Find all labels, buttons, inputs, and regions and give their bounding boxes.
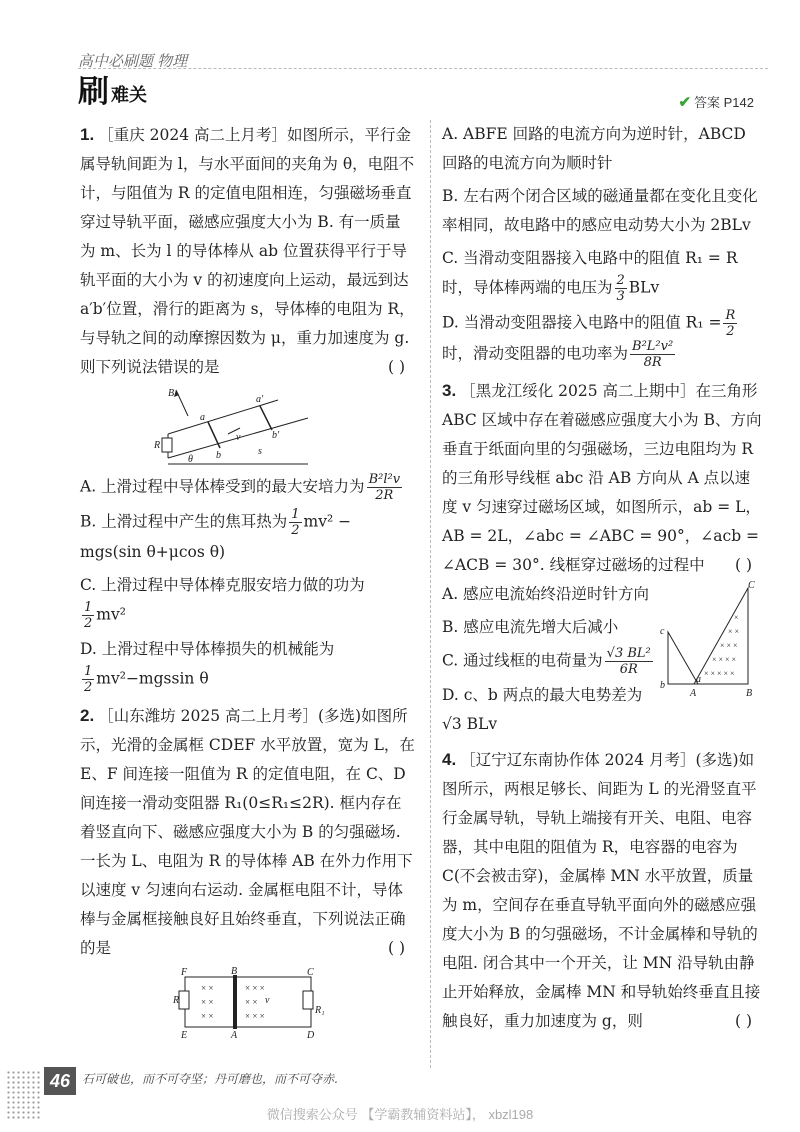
label-s: s [257, 446, 262, 457]
label-a: a [199, 412, 205, 423]
label-R: R [172, 995, 179, 1006]
question-text: ［重庆 2024 高二上月考］如图所示，平行金属导轨间距为 l，与水平面间的夹角为 θ，电阻不计，与阻值为 R 的定值电阻相连，匀强磁场垂直穿过导轨平面，磁感应强度大小为 B. 有一质量为 m、长为 l 的导体棒从 ab 位置获得平行于导轨平面的大小为 v 的初速度向上运动，最远到达 a′b′位置，滑行的距离为 s，导体棒的电阻为 R，与导轨之间的动摩擦因数为 μ，重力加速度为 g. 则下列说法错误的是 [80, 126, 415, 376]
svg-text:× ×: × × [244, 997, 257, 1007]
left-column [80, 120, 415, 1043]
svg-text:× ×: × × [200, 983, 213, 993]
column-divider [430, 120, 431, 1068]
answer-blank: ( ) [734, 1012, 752, 1030]
label-theta: θ [187, 454, 193, 465]
svg-text:×: × [734, 613, 739, 622]
question-number: 1. [80, 125, 95, 144]
label-v: v [235, 432, 240, 443]
label-v: v [264, 995, 269, 1006]
svg-text:× ×: × × [200, 1011, 213, 1021]
page-motto: 石可破也，而不可夺坚；丹可磨也，而不可夺赤. [82, 1072, 338, 1086]
q3-option-a: A. 感应电流始终沿逆时针方向 [442, 585, 650, 603]
svg-text:× × ×: × × × [244, 983, 265, 993]
brand-big: 刷 [78, 74, 109, 109]
q2-option-c: C. 当滑动变阻器接入电路中的阻值 R₁ = R 时，导体棒两端的电压为 $\frac{2}{3}$ BLv [442, 249, 738, 304]
label-B: B [230, 966, 237, 977]
label-b: b [660, 680, 665, 691]
q1-option-c: C. 上滑过程中导体棒克服安培力做的功为 $\frac{1}{2}$ mv² [80, 576, 365, 631]
brand-small: 难关 [111, 85, 147, 106]
label-E: E [180, 1030, 187, 1041]
watermark-text: 微信搜索公众号 【学霸教辅资料站】， xbzl198 [266, 1107, 534, 1122]
question-text: ［山东潍坊 2025 高二上月考］(多选)如图所示，光滑的金属框 CDEF 水平放置，宽为 L，在 E、F 间连接一阻值为 R 的定值电阻，在 C、D 间连接一滑动变阻器 R₁(0≤R₁≤2R). 框内存在着竖直向下、磁感应强度大小为 B 的匀强磁场. 一长为 L、电阻为 R 的导体棒 AB 在外力作用下以速度 v 匀速向右运动. 金属框电阻不计，导体棒与金属框接触良好且始终垂直，下列说法正确的是 [80, 707, 415, 957]
svg-text:× × ×: × × × [244, 1011, 265, 1021]
triangle-figure [660, 580, 756, 698]
q2-option-d: D. 当滑动变阻器接入电路中的阻值 R₁ = $\frac{R}{2}$ 时，滑动变阻器的电功率为 $\frac{\text{B²L²v²}}{8R}$ [442, 308, 736, 370]
label-C: C [306, 967, 314, 978]
q3-options [442, 580, 762, 739]
q3-option-d: D. c、b 两点的最大电势差为 √3 BLv [442, 686, 643, 733]
fraction: $\frac{\text{B²L²v²}}{8R}$ [632, 339, 674, 370]
q1-option-b: B. 上滑过程中产生的焦耳热为 $\frac{1}{2}$ mv² − mgs(sin θ+μcos θ) [80, 507, 352, 561]
svg-text:× ×: × × [200, 997, 213, 1007]
question-number: 3. [442, 381, 457, 400]
question-2 [80, 701, 415, 963]
label-A: A [690, 688, 697, 699]
right-column [442, 120, 762, 1036]
question-number: 4. [442, 750, 457, 769]
question-1 [80, 120, 415, 382]
label-F: F [180, 967, 187, 978]
label-B: B [746, 688, 753, 699]
svg-text:× × × × ×: × × × × × [704, 669, 735, 678]
check-icon: ✔ [678, 93, 692, 111]
fraction: $\frac{1}{2}$ [291, 507, 300, 538]
fraction: $\frac{\text{B²l²v}}{2R}$ [368, 472, 401, 503]
label-c: c [660, 626, 665, 637]
fraction: $\frac{1}{2}$ [84, 600, 93, 631]
q2-option-b: B. 左右两个闭合区域的磁通量都在变化且变化率相同，故电路中的感应电动势大小为 2BLv [442, 187, 758, 234]
q2-option-a: A. ABFE 回路的电流方向为逆时针，ABCD 回路的电流方向为顺时针 [442, 125, 746, 172]
label-B: B [167, 388, 174, 399]
fraction: $\frac{R}{2}$ [725, 308, 736, 339]
q3-option-c: C. 通过线框的电荷量为 $\frac{\text{√3 BL²}}{6R}$ [442, 646, 651, 677]
svg-text:× × × ×: × × × × [712, 655, 737, 664]
incline-rail-figure [148, 386, 348, 468]
section-brand [78, 76, 147, 107]
q1-option-d: D. 上滑过程中导体棒损失的机械能为 $\frac{1}{2}$ mv²−mgssin θ [80, 640, 335, 695]
page-number: 46 [44, 1067, 76, 1095]
answer-blank: ( ) [734, 556, 752, 574]
label-a-prime: a′ [255, 394, 263, 405]
answer-page: 答案 P142 [694, 95, 754, 110]
label-a: a [696, 674, 701, 685]
label-D: D [306, 1030, 314, 1041]
label-R: R [153, 440, 160, 451]
label-C: C [748, 580, 755, 591]
svg-text:× ×: × × [728, 627, 740, 636]
label-b: b [215, 450, 221, 461]
label-b-prime: b′ [271, 430, 279, 441]
question-text: ［黑龙江绥化 2025 高二上期中］在三角形 ABC 区域中存在着磁感应强度大小为 B、方向垂直于纸面向里的匀强磁场，三边电阻均为 R 的三角形导线框 abc 沿 AB 方向从 A 点以速度 v 匀速穿过磁场区域，如图所示，ab = L，AB = 2L，∠abc = ∠ABC = 90°，∠acb = ∠ACB = 30°. 线框穿过磁场的过程中 [442, 382, 762, 574]
q1-option-a: A. 上滑过程中导体棒受到的最大安培力为 $\frac{\text{B²l²v}}{2R}$ [80, 472, 401, 503]
question-4 [442, 745, 762, 1036]
q3-option-b: B. 感应电流先增大后减小 [442, 618, 619, 636]
answer-reference [678, 92, 754, 111]
svg-text:× × ×: × × × [720, 641, 738, 650]
question-text: ［辽宁辽东南协作体 2024 月考］(多选)如图所示，两根足够长、间距为 L 的光滑竖直平行金属导轨，导轨上端接有开关、电阻、电容器，其中电阻的阻值为 R，电容器的电容为 C(不会被击穿)，金属棒 MN 水平放置，质量为 m，空间存在垂直导轨平面向外的磁感应强度大小为 B 的匀强磁场，不计金属棒和导轨的电阻. 闭合其中一个开关，让 MN 沿导轨由静止开始释放，金属棒 MN 和导轨始终垂直且接触良好，重力加速度为 g，则 [442, 751, 761, 1030]
header-title: 高中必刷题 物理 [78, 53, 188, 70]
label-A: A [230, 1030, 237, 1041]
metal-frame-figure [173, 967, 323, 1039]
label-R1: R₁ [314, 1005, 325, 1016]
fraction: $\frac{1}{2}$ [84, 664, 93, 695]
answer-blank: ( ) [387, 939, 405, 957]
fraction: $\frac{2}{3}$ [616, 273, 625, 304]
question-3 [442, 376, 762, 580]
header-rule [78, 68, 768, 69]
answer-blank: ( ) [387, 358, 405, 376]
fraction: $\frac{\text{√3 BL²}}{6R}$ [606, 646, 651, 677]
question-number: 2. [80, 706, 95, 725]
